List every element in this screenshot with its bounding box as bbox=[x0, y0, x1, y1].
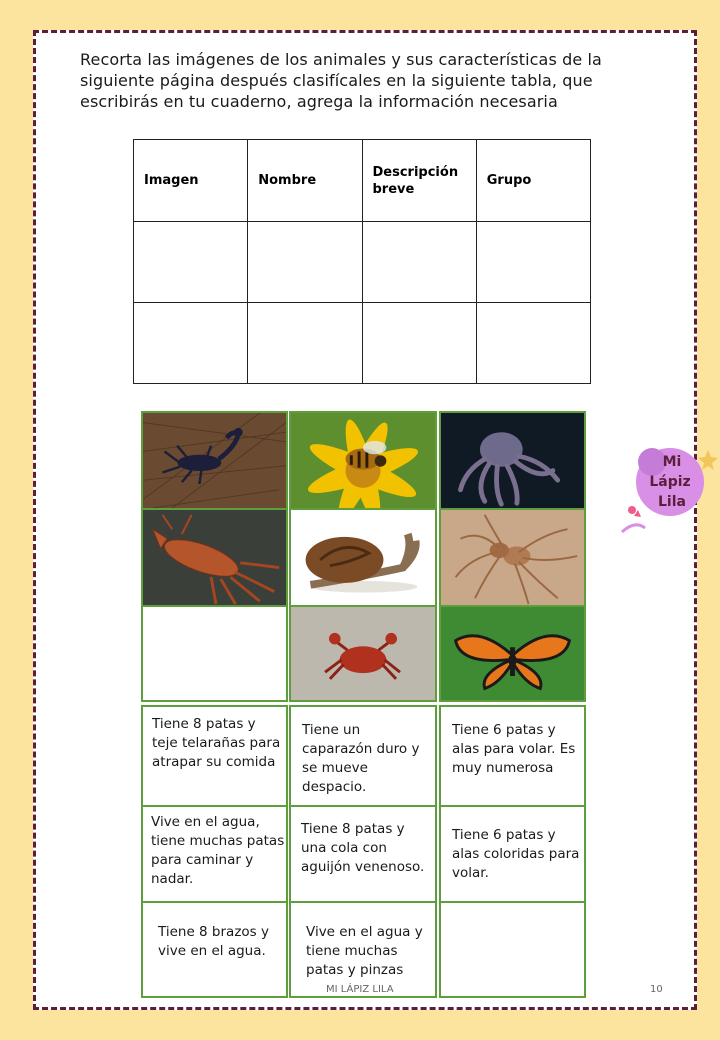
bee-image bbox=[289, 411, 437, 510]
card-text: Tiene 6 patas y alas para volar. Es muy numerosa bbox=[452, 722, 576, 776]
table-cell bbox=[248, 303, 362, 384]
card-snail-text bbox=[289, 705, 437, 807]
table-cell bbox=[362, 303, 476, 384]
logo-line3: Lila bbox=[658, 494, 686, 510]
table-row bbox=[134, 222, 591, 303]
table-cell bbox=[134, 303, 248, 384]
table-cell bbox=[134, 222, 248, 303]
table-cell bbox=[476, 222, 590, 303]
card-text: Tiene un caparazón duro y se mueve despacio. bbox=[302, 722, 420, 795]
card-spider-text bbox=[141, 705, 288, 807]
card-octopus-text bbox=[141, 901, 288, 998]
empty-text-cell bbox=[439, 901, 586, 998]
card-text: Tiene 6 patas y alas coloridas para volar. bbox=[452, 827, 580, 881]
card-text: Vive en el agua, tiene muchas patas para caminar y nadar. bbox=[151, 814, 285, 887]
table-cell bbox=[248, 222, 362, 303]
table-cell bbox=[362, 222, 476, 303]
octopus-image bbox=[439, 411, 586, 510]
card-text: Tiene 8 patas y teje telarañas para atrapar su comida bbox=[152, 716, 281, 770]
card-text: Tiene 8 patas y una cola con aguijón venenoso. bbox=[301, 821, 425, 875]
header-grupo: Grupo bbox=[476, 140, 590, 222]
table-cell bbox=[476, 303, 590, 384]
logo-line2: Lápiz bbox=[649, 474, 691, 490]
classification-table bbox=[133, 139, 591, 384]
card-butterfly-text bbox=[439, 805, 586, 903]
footer-brand: MI LÁPIZ LILA bbox=[326, 984, 394, 995]
instructions-text: Recorta las imágenes de los animales y sus características de la siguiente página después clasifícales en la siguiente tabla, que escribirás en tu cuaderno, agrega la información necesaria bbox=[80, 50, 602, 111]
header-imagen: Imagen bbox=[134, 140, 248, 222]
butterfly-image bbox=[439, 605, 586, 702]
page-number: 10 bbox=[650, 984, 663, 995]
lobster-image bbox=[141, 508, 288, 607]
logo-line1: Mi bbox=[662, 454, 682, 470]
scorpion-image bbox=[141, 411, 288, 510]
empty-image-cell bbox=[141, 605, 288, 702]
card-lobster-text bbox=[141, 805, 288, 903]
header-descripcion: Descripción breve bbox=[362, 140, 476, 222]
card-scorpion-text bbox=[289, 805, 437, 903]
crab-image bbox=[289, 605, 437, 702]
card-bee-text bbox=[439, 705, 586, 807]
card-text: Vive en el agua y tiene muchas patas y pinzas bbox=[306, 924, 423, 978]
mi-lapiz-lila-logo bbox=[610, 440, 720, 550]
table-row bbox=[134, 303, 591, 384]
snail-image bbox=[289, 508, 437, 607]
card-text: Tiene 8 brazos y vive en el agua. bbox=[158, 924, 269, 959]
header-nombre: Nombre bbox=[248, 140, 362, 222]
spider-image bbox=[439, 508, 586, 607]
